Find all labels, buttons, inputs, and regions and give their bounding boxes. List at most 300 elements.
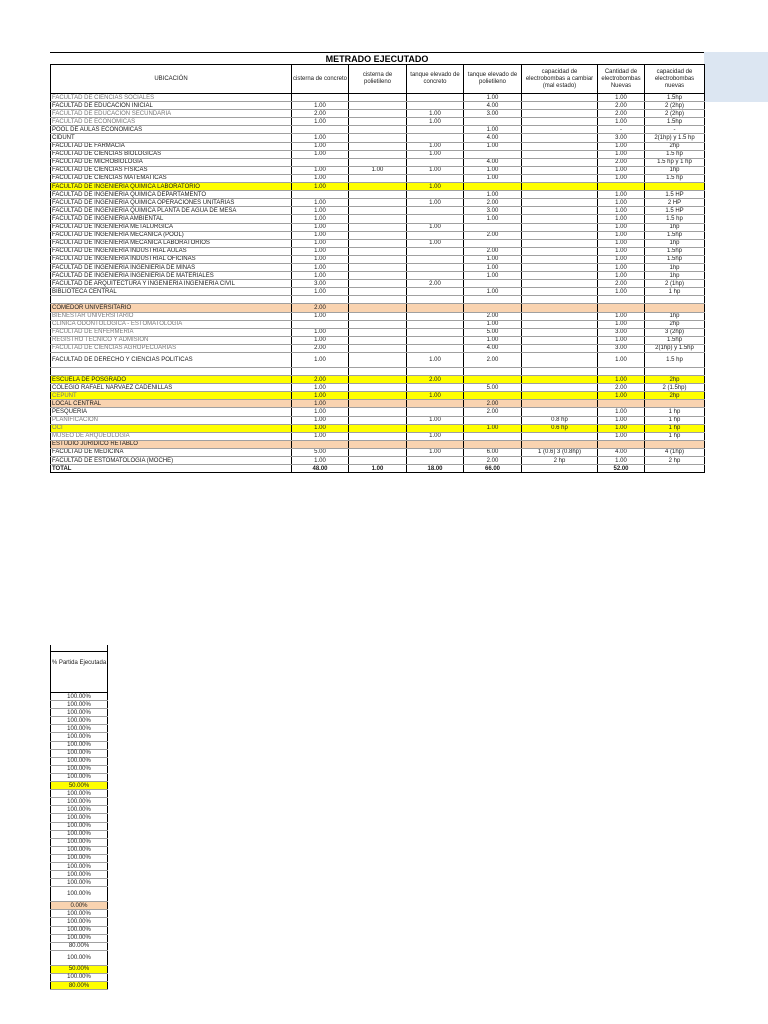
pct-value: 100.00% [51, 973, 108, 981]
value-cell: 1.5 hp [645, 150, 705, 158]
pct-row [51, 965, 108, 973]
value-cell [349, 312, 407, 320]
total-value: 1.00 [349, 465, 407, 473]
value-cell [349, 191, 407, 199]
value-cell: 1.5 HP [645, 191, 705, 199]
location-cell: REGISTRO TECNICO Y ADMISION [51, 336, 292, 344]
pct-value: 100.00% [51, 871, 108, 879]
pct-row [51, 910, 108, 918]
value-cell [464, 440, 522, 448]
value-cell [407, 191, 464, 199]
value-cell: 1.5 hp [645, 174, 705, 182]
table-row [51, 280, 705, 288]
value-cell [645, 400, 705, 408]
value-cell: 1 (0.6) 3 (0.8hp) [522, 448, 598, 456]
table-row [51, 416, 705, 424]
value-cell: 1.00 [407, 432, 464, 440]
value-cell [522, 247, 598, 255]
location-cell: POOL DE AULAS ECONOMICAS [51, 126, 292, 134]
value-cell: 0.8 hp [522, 416, 598, 424]
value-cell: 2.00 [464, 408, 522, 416]
value-cell [349, 288, 407, 296]
pct-value: 50.00% [51, 965, 108, 973]
table-row [51, 223, 705, 231]
value-cell [464, 416, 522, 424]
value-cell [407, 207, 464, 215]
value-cell [464, 432, 522, 440]
value-cell: 1.00 [292, 424, 349, 432]
value-cell: 1 hp [645, 432, 705, 440]
value-cell: 2.00 [292, 344, 349, 352]
value-cell [522, 199, 598, 207]
value-cell: 1.00 [464, 174, 522, 182]
value-cell: 1.00 [292, 207, 349, 215]
location-cell: CLINICA ODONTOLOGICA - ESTOMATOLOGIA [51, 320, 292, 328]
table-row [51, 247, 705, 255]
value-cell: 1.00 [292, 432, 349, 440]
value-cell [645, 368, 705, 376]
value-cell: 1.00 [292, 183, 349, 191]
location-cell: FACULTAD DE INGENIERIA INDUSTRIAL AULAS [51, 247, 292, 255]
value-cell [407, 457, 464, 465]
value-cell: 1.00 [464, 126, 522, 134]
pct-value: 100.00% [51, 709, 108, 717]
location-cell: ESCUELA DE POSGRADO [51, 376, 292, 384]
location-cell: BIBLIOTECA CENTRAL [51, 288, 292, 296]
value-cell: 2hp [645, 392, 705, 400]
value-cell: 2.00 [464, 231, 522, 239]
location-cell: FACULTAD DE CIENCIAS FISICAS [51, 166, 292, 174]
value-cell [349, 440, 407, 448]
value-cell [645, 440, 705, 448]
pct-value: 100.00% [51, 798, 108, 806]
value-cell [349, 408, 407, 416]
total-value: 18.00 [407, 465, 464, 473]
value-cell: 1.00 [292, 215, 349, 223]
value-cell [292, 126, 349, 134]
value-cell: 1.00 [407, 416, 464, 424]
value-cell [349, 353, 407, 368]
value-cell: 1.5 hp y 1 hp [645, 158, 705, 166]
value-cell [598, 304, 645, 312]
pct-row [51, 765, 108, 773]
pct-value: 100.00% [51, 733, 108, 741]
table-row [51, 424, 705, 432]
value-cell: 1.00 [292, 400, 349, 408]
value-cell [292, 296, 349, 304]
value-cell: 1.00 [598, 215, 645, 223]
value-cell: 1 hp [645, 424, 705, 432]
value-cell [464, 376, 522, 384]
value-cell [522, 336, 598, 344]
value-cell: 1.00 [598, 376, 645, 384]
pct-row [51, 782, 108, 790]
pct-row [51, 830, 108, 838]
location-cell: FACULTAD DE EDUCACION INICIAL [51, 102, 292, 110]
value-cell: 3.00 [292, 280, 349, 288]
col-header: cisterna de polietileno [349, 65, 407, 94]
value-cell: 1.5 hp [645, 353, 705, 368]
table-row [51, 255, 705, 263]
value-cell: 1hp [645, 272, 705, 280]
pct-value: 100.00% [51, 926, 108, 934]
location-cell: FACULTAD DE INGENIERIA INDUSTRIAL OFICINAS [51, 255, 292, 263]
value-cell [464, 296, 522, 304]
pct-row [51, 846, 108, 854]
value-cell: 1.00 [292, 239, 349, 247]
pct-value: 100.00% [51, 757, 108, 765]
value-cell [407, 320, 464, 328]
value-cell: 2.00 [464, 353, 522, 368]
value-cell [522, 166, 598, 174]
value-cell [407, 102, 464, 110]
value-cell: 1.00 [598, 191, 645, 199]
value-cell: 1.00 [464, 215, 522, 223]
value-cell: 1.5hp [645, 118, 705, 126]
location-cell: MUSEO DE ARQUEOLOGIA [51, 432, 292, 440]
value-cell [349, 416, 407, 424]
value-cell: 1 hp [645, 416, 705, 424]
pct-row [51, 725, 108, 733]
location-cell: FACULTAD DE INGENIERIA INGENIERIA DE MATERIALES [51, 272, 292, 280]
total-row [51, 465, 705, 473]
value-cell [522, 304, 598, 312]
table-row [51, 94, 705, 102]
location-cell: FACULTAD DE INGENIERIA MECANICA LABORATORIOS [51, 239, 292, 247]
pct-value: 100.00% [51, 838, 108, 846]
value-cell: 1.00 [292, 223, 349, 231]
location-cell: FACULTAD DE ECONOMICAS [51, 118, 292, 126]
table-row [51, 448, 705, 456]
value-cell: 1.00 [407, 150, 464, 158]
pct-value: 100.00% [51, 918, 108, 926]
location-cell: COMEDOR UNIVERSITARIO [51, 304, 292, 312]
table-row [51, 312, 705, 320]
value-cell: 1.00 [407, 239, 464, 247]
table-row [51, 392, 705, 400]
col-header: tanque elevado de concreto [407, 65, 464, 94]
value-cell: 1.00 [292, 392, 349, 400]
location-cell: FACULTAD DE MICROBIOLOGIA [51, 158, 292, 166]
value-cell: 2.00 [292, 304, 349, 312]
pct-row [51, 902, 108, 910]
value-cell: 1.00 [292, 272, 349, 280]
value-cell [349, 183, 407, 191]
value-cell: 1.00 [292, 166, 349, 174]
location-cell: FACULTAD DE INGENIERIA QUIMICA LABORATORIO [51, 183, 292, 191]
value-cell [349, 296, 407, 304]
value-cell [407, 134, 464, 142]
pct-value: 80.00% [51, 982, 108, 990]
value-cell [464, 392, 522, 400]
total-value: 48.00 [292, 465, 349, 473]
table-row [51, 384, 705, 392]
location-cell: FACULTAD DE INGENIERIA QUIMICA OPERACIONES UNITARIAS [51, 199, 292, 207]
location-cell [51, 296, 292, 304]
value-cell: 2 (1hp) [645, 280, 705, 288]
pct-value: 0.00% [51, 902, 108, 910]
table-row [51, 126, 705, 134]
value-cell: 1.00 [407, 183, 464, 191]
pct-row [51, 749, 108, 757]
value-cell: 4.00 [598, 448, 645, 456]
value-cell [645, 183, 705, 191]
value-cell [407, 158, 464, 166]
value-cell [598, 296, 645, 304]
value-cell [522, 223, 598, 231]
value-cell: 1.00 [464, 288, 522, 296]
value-cell [522, 231, 598, 239]
location-cell: FACULTAD DE INGENIERIA METALURGICA [51, 223, 292, 231]
location-cell: CIDUNT [51, 134, 292, 142]
pct-value: 100.00% [51, 879, 108, 887]
location-cell: FACULTAD DE INGENIERIA QUIMICA PLANTA DE AGUA DE MESA [51, 207, 292, 215]
pct-row [51, 887, 108, 902]
value-cell: 2 (2hp) [645, 110, 705, 118]
value-cell [349, 400, 407, 408]
pct-value: 100.00% [51, 887, 108, 902]
pct-row [51, 879, 108, 887]
value-cell: 1 hp [645, 408, 705, 416]
pct-value: 100.00% [51, 725, 108, 733]
pct-row [51, 757, 108, 765]
value-cell: 2.00 [598, 384, 645, 392]
value-cell: 1.00 [598, 207, 645, 215]
value-cell [522, 280, 598, 288]
value-cell [349, 304, 407, 312]
value-cell: 2.00 [292, 376, 349, 384]
table-row [51, 239, 705, 247]
value-cell [349, 110, 407, 118]
col-header: Cantidad de electrobombas Nuevas [598, 65, 645, 94]
pct-row [51, 973, 108, 981]
value-cell [598, 183, 645, 191]
value-cell [522, 344, 598, 352]
value-cell: 1.00 [464, 336, 522, 344]
value-cell [349, 215, 407, 223]
value-cell [522, 134, 598, 142]
location-cell: FACULTAD DE INGENIERIA AMBIENTAL [51, 215, 292, 223]
value-cell: 1.00 [598, 247, 645, 255]
value-cell [349, 126, 407, 134]
total-value [522, 465, 598, 473]
location-cell [51, 368, 292, 376]
pct-row [51, 773, 108, 781]
location-cell: COLEGIO RAFAEL NARVAEZ CADENILLAS [51, 384, 292, 392]
location-cell: ESTUDIO JURIDICO RETABLO [51, 440, 292, 448]
value-cell: 1.00 [598, 272, 645, 280]
value-cell: 1.5 hp [645, 215, 705, 223]
table-row [51, 368, 705, 376]
table-row [51, 408, 705, 416]
value-cell [464, 304, 522, 312]
value-cell [349, 280, 407, 288]
value-cell [349, 158, 407, 166]
value-cell: 2 (1.5hp) [645, 384, 705, 392]
value-cell [522, 400, 598, 408]
value-cell: 1.5hp [645, 94, 705, 102]
value-cell [522, 110, 598, 118]
metrado-table [50, 64, 705, 473]
value-cell: 2.00 [292, 110, 349, 118]
table-row [51, 400, 705, 408]
value-cell: 1.00 [598, 118, 645, 126]
value-cell [522, 432, 598, 440]
value-cell [349, 118, 407, 126]
value-cell [349, 424, 407, 432]
value-cell: 1hp [645, 239, 705, 247]
value-cell: 1.00 [598, 288, 645, 296]
pct-value: 50.00% [51, 782, 108, 790]
value-cell [464, 183, 522, 191]
value-cell [522, 118, 598, 126]
value-cell [407, 368, 464, 376]
table-row [51, 432, 705, 440]
table-row [51, 207, 705, 215]
value-cell: 4.00 [464, 102, 522, 110]
value-cell: 1.00 [598, 424, 645, 432]
value-cell: 1hp [645, 312, 705, 320]
value-cell [407, 328, 464, 336]
value-cell: 2hp [645, 376, 705, 384]
value-cell: 1.00 [598, 432, 645, 440]
pct-row [51, 701, 108, 709]
value-cell: 1.00 [292, 134, 349, 142]
value-cell [292, 158, 349, 166]
value-cell: 1.00 [598, 199, 645, 207]
location-cell: LOCAL CENTRAL [51, 400, 292, 408]
value-cell [522, 312, 598, 320]
value-cell [407, 247, 464, 255]
value-cell [349, 336, 407, 344]
col-header: cisterna de concreto [292, 65, 349, 94]
value-cell [522, 158, 598, 166]
value-cell: 1.00 [598, 336, 645, 344]
value-cell: 2.00 [464, 400, 522, 408]
value-cell: 1.00 [598, 408, 645, 416]
value-cell [349, 223, 407, 231]
location-cell: FACULTAD DE INGENIERIA MECANICA (POOL) [51, 231, 292, 239]
pct-value: 100.00% [51, 701, 108, 709]
table-row [51, 166, 705, 174]
value-cell: 1.00 [464, 272, 522, 280]
value-cell: 1.00 [292, 142, 349, 150]
value-cell [522, 440, 598, 448]
pct-row [51, 854, 108, 862]
table-row [51, 272, 705, 280]
value-cell [349, 272, 407, 280]
value-cell: 1.00 [407, 392, 464, 400]
value-cell: - [598, 126, 645, 134]
pct-value: 100.00% [51, 806, 108, 814]
value-cell: 1.00 [464, 320, 522, 328]
value-cell: 1.00 [292, 118, 349, 126]
value-cell [407, 288, 464, 296]
table-row [51, 296, 705, 304]
table-row [51, 110, 705, 118]
value-cell: 1.00 [598, 94, 645, 102]
table-row [51, 142, 705, 150]
value-cell: 4.00 [464, 344, 522, 352]
pct-row [51, 693, 108, 701]
value-cell [407, 263, 464, 271]
pct-row [51, 871, 108, 879]
location-cell: FACULTAD DE MEDICINA [51, 448, 292, 456]
value-cell [349, 102, 407, 110]
table-row [51, 199, 705, 207]
value-cell [349, 134, 407, 142]
value-cell [464, 368, 522, 376]
value-cell: 2(1hp) y 1.5hp [645, 344, 705, 352]
value-cell: 2.00 [407, 376, 464, 384]
location-cell: FACULTAD DE INGENIERIA INGENIERIA DE MINAS [51, 263, 292, 271]
value-cell: 1.00 [598, 174, 645, 182]
pct-row [51, 790, 108, 798]
location-cell: FACULTAD DE INGENIERIA QUIMICA DEPARTAMENTO [51, 191, 292, 199]
pct-value: 100.00% [51, 814, 108, 822]
value-cell: 1.00 [292, 255, 349, 263]
value-cell: 1.00 [464, 255, 522, 263]
table-row [51, 158, 705, 166]
value-cell: 1.00 [407, 199, 464, 207]
value-cell: - [645, 126, 705, 134]
pct-row [51, 717, 108, 725]
value-cell [407, 408, 464, 416]
value-cell: 1.00 [598, 416, 645, 424]
total-label: TOTAL [51, 465, 292, 473]
value-cell [522, 263, 598, 271]
value-cell: 2 (2hp) [645, 102, 705, 110]
header-row [51, 65, 705, 94]
table-row [51, 191, 705, 199]
value-cell: 1.00 [598, 392, 645, 400]
value-cell: 3 (2hp) [645, 328, 705, 336]
value-cell: 3.00 [598, 328, 645, 336]
value-cell [349, 199, 407, 207]
value-cell: 1.00 [407, 118, 464, 126]
value-cell: 1hp [645, 223, 705, 231]
pct-value: 100.00% [51, 693, 108, 701]
pct-value: 100.00% [51, 910, 108, 918]
value-cell: 2 hp [522, 457, 598, 465]
value-cell [349, 368, 407, 376]
value-cell [522, 392, 598, 400]
pct-value: 100.00% [51, 773, 108, 781]
value-cell: 1.5hp [645, 247, 705, 255]
value-cell: 1.00 [292, 247, 349, 255]
value-cell [407, 296, 464, 304]
table-row [51, 320, 705, 328]
value-cell: 1.00 [292, 174, 349, 182]
value-cell [349, 94, 407, 102]
value-cell [349, 376, 407, 384]
pct-row [51, 838, 108, 846]
value-cell [407, 312, 464, 320]
pct-value: 100.00% [51, 741, 108, 749]
value-cell: 2.00 [598, 158, 645, 166]
value-cell: 1.00 [598, 263, 645, 271]
pct-value: 100.00% [51, 950, 108, 965]
col-header: tanque elevado de polietileno [464, 65, 522, 94]
location-cell: PESQUERIA [51, 408, 292, 416]
pct-row [51, 806, 108, 814]
table-row [51, 231, 705, 239]
value-cell [407, 174, 464, 182]
value-cell [522, 126, 598, 134]
value-cell [407, 440, 464, 448]
value-cell [522, 183, 598, 191]
sheet-title: METRADO EJECUTADO [50, 52, 704, 65]
